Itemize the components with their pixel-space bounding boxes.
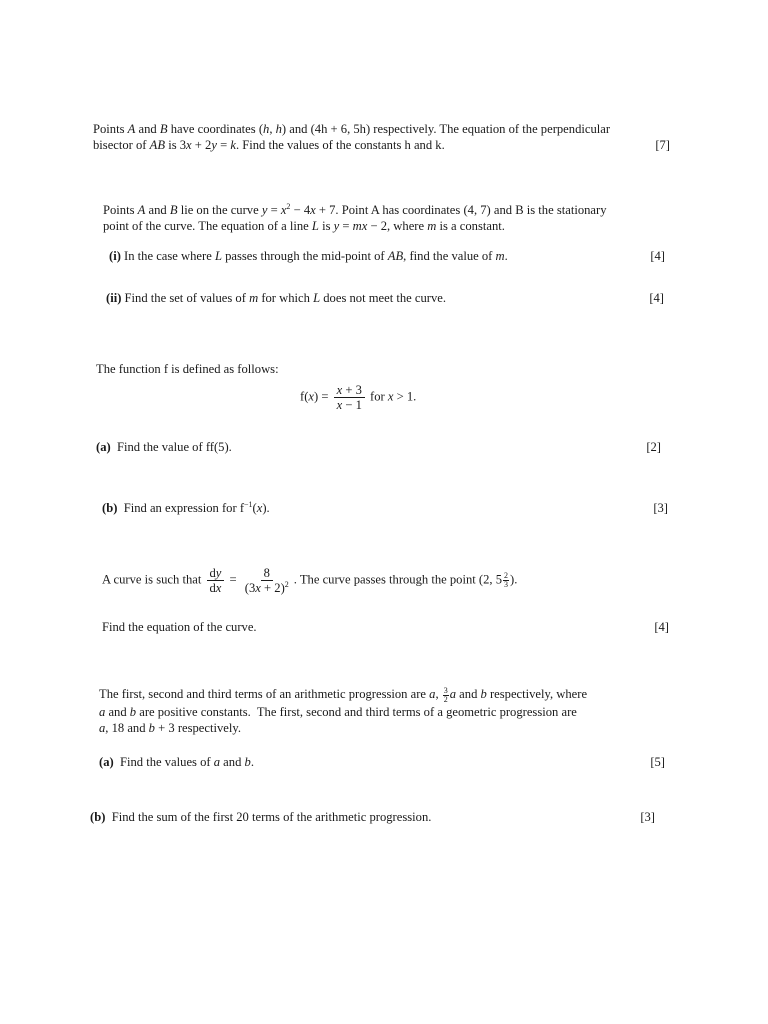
question-3-intro: The function f is defined as follows: (96, 362, 279, 376)
question-2-part-ii: (ii) Find the set of values of m for which L does not meet the curve. [4] (106, 291, 664, 305)
question-2-intro: Points A and B lie on the curve $y = x^2 - 4x + 7$. Point A has coordinates (4, 7) and B is the stationary point of the curve. The equation of a line L is y = mx − 2, where m is a constant. (103, 201, 607, 233)
question-4-task-text: Find the equation of the curve. (102, 620, 257, 634)
part-b-label-q5: (b) (90, 810, 106, 824)
function-fraction: $\frac{x + 3}{x - 1}$ (334, 383, 365, 412)
question-4-tail: . The curve passes through the point (293, 572, 476, 587)
question-1 (93, 121, 670, 153)
question-2 (103, 201, 665, 305)
question-5-part-b-mark: [3] (640, 810, 655, 824)
part-i-label: (i) (109, 249, 121, 263)
question-1-mark: [7] (655, 138, 670, 152)
question-1-line-1: Points A and B have coordinates (h, h) and (4h + 6, 5h) respectively. The equation of the perpendicular (93, 122, 611, 136)
question-5-part-b (90, 809, 655, 825)
question-5-part-a: (a) Find the values of a and b. [5] (99, 755, 665, 769)
question-3-part-b-mark: [3] (653, 501, 668, 515)
question-1-line-2-text: . Find the values of the constants h and k. (235, 138, 445, 152)
function-definition: f(x) = $\frac{x + 3}{x - 1}$ for x > 1. (300, 383, 417, 412)
question-5-intro: The first, second and third terms of an arithmetic progression are a, $\frac{3}{2}$ a and b respectively, where a and b are positive constants. The first, second and third terms of a geometric progression are a, 18 and b + 3 respectively. (99, 685, 588, 735)
question-3-part-a (96, 439, 661, 455)
question-1-line-1-text: and (4h + 6, 5h) respectively. The equation of the perpendicular (289, 122, 611, 136)
question-2-part-i-mark: [4] (650, 249, 665, 263)
derivative-fraction: $\frac{dy}{dx}$ (207, 566, 225, 595)
part-a-label: (a) (96, 440, 111, 454)
question-4-lead: A curve is such that (102, 572, 202, 587)
part-b-text-q5: Find the sum of the first 20 terms of the arithmetic progression. (111, 810, 432, 824)
question-4-task (102, 619, 669, 635)
question-4-statement: A curve is such that $\frac{dy}{dx}$ = $\frac{8}{(3x + 2)^2}$ . The curve passes through the point (2, 5 $\frac{2}{3}$ ). (102, 566, 518, 595)
question-4-mark: [4] (654, 620, 669, 634)
question-3-part-b: (b) Find an expression for $f^{-1}(x)$. [3] (102, 499, 668, 515)
question-5-part-a-mark: [5] (650, 755, 665, 769)
question-1-line-2: bisector of AB is 3x + 2y = k. Find the values of the constants h and k. [7] (93, 138, 670, 152)
derivative-expression: $\frac{8}{(3x + 2)^2}$ (244, 566, 289, 595)
part-a-text: Find the value of ff(5). (116, 440, 232, 454)
question-2-part-i: (i) In the case where L passes through the mid-point of AB, find the value of m. [4] (109, 249, 665, 263)
question-3-part-a-mark: [2] (646, 440, 661, 454)
question-2-intro-text: Point A has coordinates (4, 7) and B is the stationary (341, 203, 607, 217)
part-ii-label: (ii) (106, 291, 122, 305)
question-2-part-ii-mark: [4] (649, 291, 664, 305)
part-b-label: (b) (102, 501, 118, 515)
part-a-label-q5: (a) (99, 755, 114, 769)
